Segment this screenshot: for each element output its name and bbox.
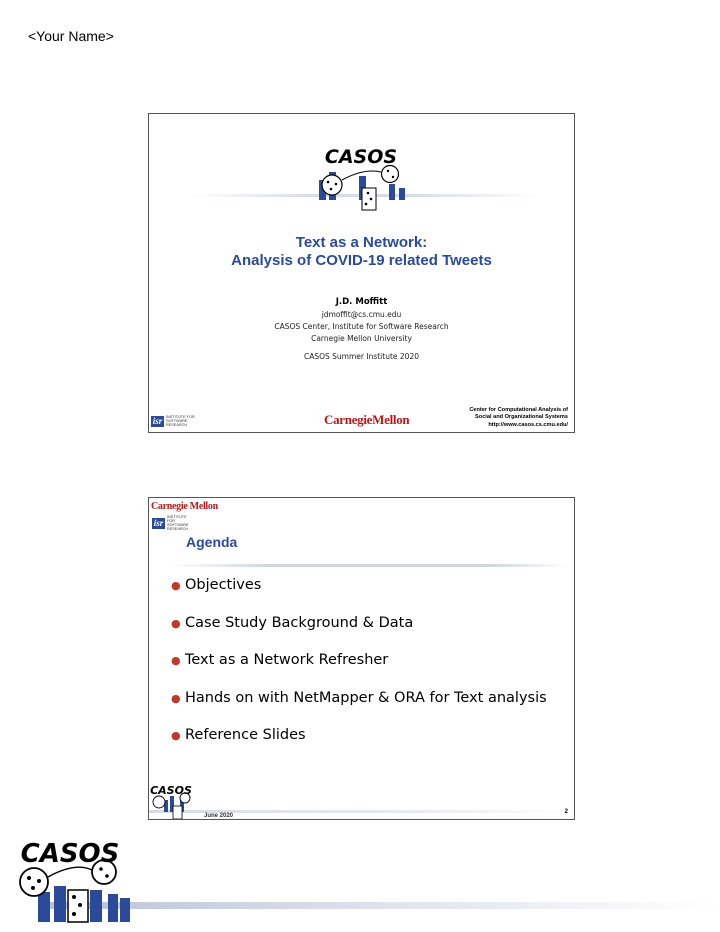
bullet-icon: ●	[171, 654, 181, 667]
bullet-icon: ●	[171, 729, 181, 742]
presenter-email: jdmoffit@cs.cmu.edu	[321, 310, 402, 319]
bullet-icon: ●	[171, 691, 181, 705]
agenda-item: ● Case Study Background & Data	[171, 614, 414, 631]
slide-date: June 2020	[204, 813, 234, 819]
agenda-item: ● Objectives	[171, 577, 262, 593]
event-name: CASOS Summer Institute 2020	[303, 352, 419, 361]
svg-text:CASOS: CASOS	[324, 146, 398, 168]
slide-title-line-1: Text as a Network:	[295, 234, 428, 251]
title-underline	[149, 562, 574, 568]
agenda-item: ● Hands on with NetMapper & ORA for Text analysis	[171, 689, 547, 706]
svg-text:CASOS: CASOS	[150, 784, 192, 797]
agenda-slide-thumbnail[interactable]	[148, 497, 575, 820]
agenda-item: ● Text as a Network Refresher	[171, 652, 389, 668]
agenda-item: ● Reference Slides	[171, 727, 306, 743]
bullet-icon: ●	[171, 616, 181, 630]
title-slide-thumbnail[interactable]	[148, 113, 575, 433]
presenter-university: Carnegie Mellon University	[311, 334, 412, 343]
isr-logo: isr INSTITUTE FOR SOFTWARE RESEARCH	[153, 515, 189, 531]
page-number: 2	[564, 809, 568, 815]
presenter-affiliation: CASOS Center, Institute for Software Research	[274, 322, 449, 331]
slide-title-line-2: Analysis of COVID-19 related Tweets	[231, 252, 492, 269]
isr-logo: isr INSTITUTE FOR SOFTWARE RESEARCH	[152, 415, 195, 427]
casos-logo	[149, 114, 574, 432]
casos-logo-large	[0, 830, 720, 932]
agenda-list	[171, 576, 561, 764]
slide-title: Agenda	[186, 534, 238, 550]
presenter-name: J.D. Moffitt	[335, 297, 388, 307]
carnegie-mellon-logo: Carnegie Mellon	[151, 501, 218, 512]
carnegie-mellon-logo: CarnegieMellon	[324, 412, 410, 427]
bullet-icon: ●	[171, 579, 181, 592]
author-placeholder: <Your Name>	[28, 28, 114, 44]
svg-text:CASOS: CASOS	[20, 839, 120, 869]
footer-center-info: Center for Computational Analysis of Social and Organizational Systems http://www.casos.cs.cmu.edu/	[469, 406, 568, 428]
